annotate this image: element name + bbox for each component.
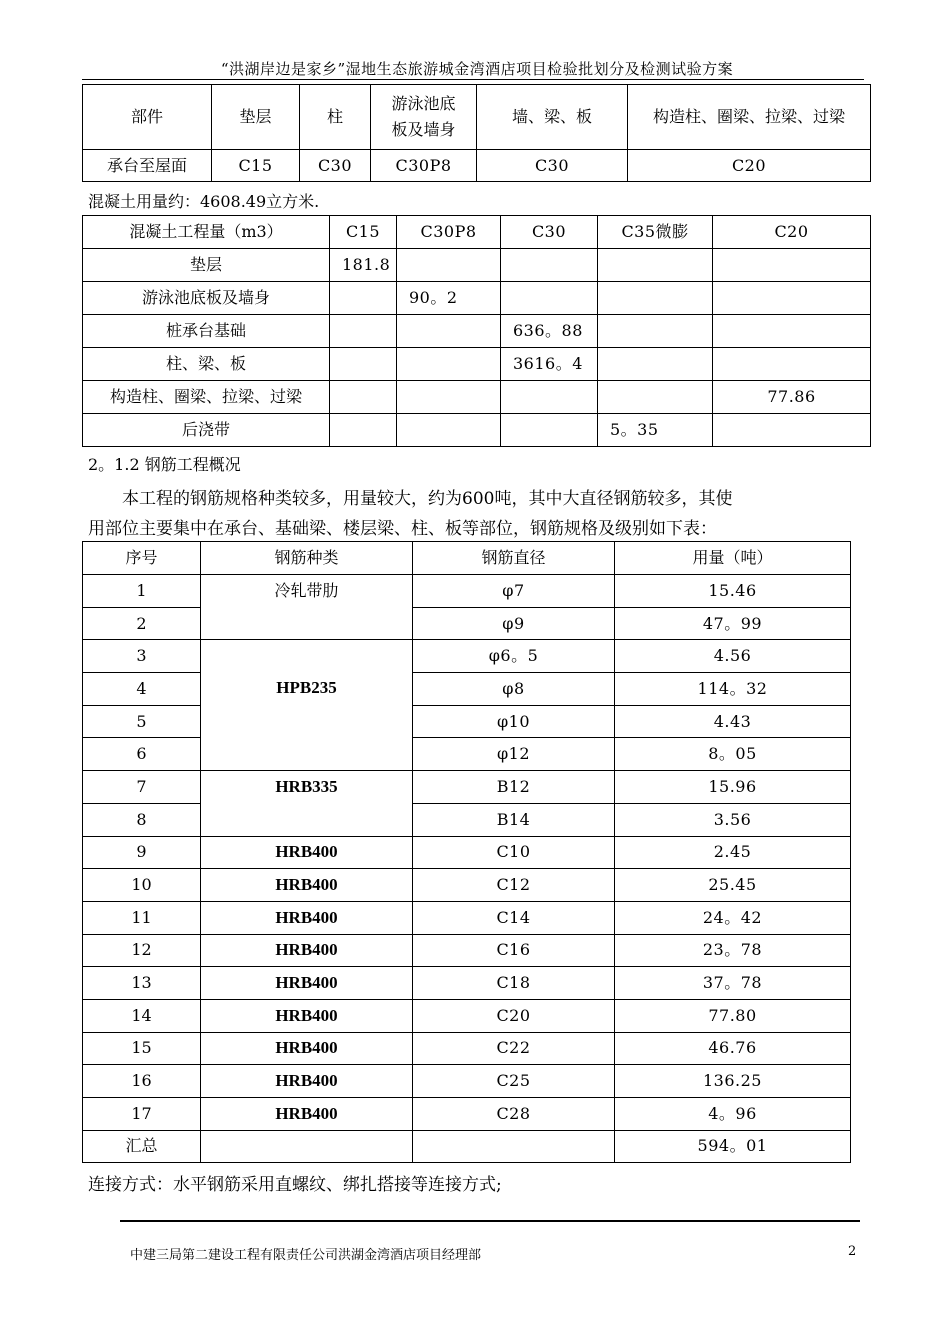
rebar-seq-cell: 7: [83, 771, 201, 804]
rebar-seq-cell: 1: [83, 575, 201, 608]
volume-row-label: 桩承台基础: [83, 315, 330, 348]
rebar-row: [83, 1065, 851, 1098]
rebar-quantity-cell: 25.45: [615, 869, 851, 902]
rebar-row: [83, 934, 851, 967]
rebar-quantity-cell: 15.46: [615, 575, 851, 608]
rebar-header-diameter: 钢筋直径: [413, 542, 615, 575]
volume-row: [83, 282, 871, 315]
volume-header: 混凝土工程量（m3）: [83, 216, 330, 249]
rebar-row: [83, 738, 851, 771]
grade-header-pool: [371, 85, 477, 150]
volume-cell: [330, 315, 397, 348]
volume-row-label: 后浇带: [83, 414, 330, 447]
rebar-total-label: 汇总: [83, 1130, 201, 1162]
rebar-row: [83, 1032, 851, 1065]
footer-organization: 中建三局第二建设工程有限责任公司洪湖金湾酒店项目经理部: [130, 1248, 482, 1263]
rebar-seq-cell: 5: [83, 705, 201, 738]
grade-header-wall: 墙、梁、板: [477, 85, 628, 150]
volume-row-label: 柱、梁、板: [83, 348, 330, 381]
rebar-seq-cell: 11: [83, 901, 201, 934]
page-number: 2: [848, 1244, 857, 1259]
rebar-type-cell: HRB400: [201, 901, 413, 934]
volume-cell: [713, 282, 871, 315]
volume-cell: [598, 381, 713, 414]
rebar-quantity-cell: 4.43: [615, 705, 851, 738]
volume-cell: [598, 249, 713, 282]
rebar-row: [83, 869, 851, 902]
rebar-quantity-cell: 24。42: [615, 901, 851, 934]
grade-cell: C30: [477, 150, 628, 182]
rebar-quantity-cell: 114。32: [615, 673, 851, 706]
grade-header-cushion: 垫层: [212, 85, 300, 150]
grade-header-pool-line1: 游泳池底: [391, 94, 456, 113]
volume-cell: 77.86: [713, 381, 871, 414]
rebar-row: [83, 705, 851, 738]
grade-cell: C30P8: [371, 150, 477, 182]
volume-cell: [397, 249, 501, 282]
rebar-row: [83, 575, 851, 608]
rebar-row: [83, 1098, 851, 1131]
paragraph-line-2: 用部位主要集中在承台、基础梁、楼层梁、柱、板等部位，钢筋规格及级别如下表：: [88, 519, 717, 539]
footer-divider: [120, 1220, 860, 1222]
volume-cell: [598, 282, 713, 315]
rebar-diameter-cell: C22: [413, 1032, 615, 1065]
volume-cell: [713, 249, 871, 282]
rebar-diameter-cell: C25: [413, 1065, 615, 1098]
volume-row: [83, 381, 871, 414]
rebar-type-cell: HRB400: [201, 1032, 413, 1065]
volume-row: [83, 249, 871, 282]
volume-cell: [330, 414, 397, 447]
rebar-seq-cell: 13: [83, 967, 201, 1000]
rebar-quantity-cell: 47。99: [615, 607, 851, 640]
rebar-quantity-cell: 136.25: [615, 1065, 851, 1098]
rebar-type-cell: HRB400: [201, 934, 413, 967]
rebar-diameter-cell: φ6。5: [413, 640, 615, 673]
volume-row-label: 垫层: [83, 249, 330, 282]
volume-cell: [713, 414, 871, 447]
volume-cell: 181.8: [330, 249, 397, 282]
rebar-total-empty: [413, 1130, 615, 1162]
rebar-seq-cell: 6: [83, 738, 201, 771]
rebar-row: [83, 967, 851, 1000]
concrete-grade-table: [82, 84, 871, 182]
rebar-diameter-cell: C12: [413, 869, 615, 902]
rebar-quantity-cell: 46.76: [615, 1032, 851, 1065]
rebar-seq-cell: 4: [83, 673, 201, 706]
rebar-diameter-cell: C28: [413, 1098, 615, 1131]
volume-row: [83, 414, 871, 447]
rebar-seq-cell: 2: [83, 607, 201, 640]
rebar-diameter-cell: B14: [413, 803, 615, 836]
volume-cell: [598, 315, 713, 348]
rebar-seq-cell: 3: [83, 640, 201, 673]
rebar-diameter-cell: φ10: [413, 705, 615, 738]
rebar-row: [83, 803, 851, 836]
rebar-diameter-cell: C10: [413, 836, 615, 869]
volume-cell: [397, 315, 501, 348]
volume-row: [83, 348, 871, 381]
rebar-diameter-cell: C16: [413, 934, 615, 967]
volume-cell: [501, 282, 598, 315]
concrete-volume-table: [82, 215, 871, 447]
rebar-type-cell: HRB400: [201, 967, 413, 1000]
rebar-row: [83, 901, 851, 934]
rebar-row: [83, 999, 851, 1032]
rebar-seq-cell: 12: [83, 934, 201, 967]
volume-cell: [713, 348, 871, 381]
paragraph-line-1: 本工程的钢筋规格种类较多，用量较大，约为600吨，其中大直径钢筋较多，其使: [122, 489, 733, 509]
rebar-seq-cell: 17: [83, 1098, 201, 1131]
rebar-total-empty: [201, 1130, 413, 1162]
rebar-quantity-cell: 3.56: [615, 803, 851, 836]
rebar-type-cell: HRB400: [201, 836, 413, 869]
volume-header: C30P8: [397, 216, 501, 249]
grade-row-label: 承台至屋面: [83, 150, 212, 182]
volume-header: C35微膨: [598, 216, 713, 249]
rebar-quantity-cell: 77.80: [615, 999, 851, 1032]
volume-header: C15: [330, 216, 397, 249]
volume-cell: [330, 348, 397, 381]
rebar-row: [83, 640, 851, 673]
grade-cell: C15: [212, 150, 300, 182]
rebar-quantity-cell: 4.56: [615, 640, 851, 673]
rebar-diameter-cell: φ8: [413, 673, 615, 706]
concrete-total-text: 混凝土用量约：4608.49立方米.: [88, 192, 320, 211]
rebar-quantity-cell: 4。96: [615, 1098, 851, 1131]
volume-cell: [330, 282, 397, 315]
grade-header-pool-line2: 板及墙身: [391, 120, 456, 139]
rebar-type-cell: 冷轧带肋: [201, 575, 413, 640]
volume-cell: [713, 315, 871, 348]
rebar-quantity-cell: 15.96: [615, 771, 851, 804]
volume-header: C30: [501, 216, 598, 249]
page-header-title: “洪湖岸边是家乡”湿地生态旅游城金湾酒店项目检验批划分及检测试验方案: [220, 60, 734, 78]
rebar-diameter-cell: C20: [413, 999, 615, 1032]
volume-row-label: 游泳池底板及墙身: [83, 282, 330, 315]
rebar-header-no: 序号: [83, 542, 201, 575]
rebar-seq-cell: 15: [83, 1032, 201, 1065]
rebar-quantity-cell: 8。05: [615, 738, 851, 771]
rebar-seq-cell: 10: [83, 869, 201, 902]
volume-cell: [501, 414, 598, 447]
volume-cell: [330, 381, 397, 414]
volume-cell: 636。88: [501, 315, 598, 348]
volume-row: [83, 315, 871, 348]
grade-header-structural: 构造柱、圈梁、拉梁、过梁: [628, 85, 871, 150]
volume-cell: [501, 381, 598, 414]
rebar-row: [83, 673, 851, 706]
rebar-total-value: 594。01: [615, 1130, 851, 1162]
volume-cell: [397, 348, 501, 381]
rebar-diameter-cell: C18: [413, 967, 615, 1000]
rebar-diameter-cell: φ7: [413, 575, 615, 608]
rebar-quantity-cell: 23。78: [615, 934, 851, 967]
rebar-seq-cell: 8: [83, 803, 201, 836]
volume-cell: [397, 414, 501, 447]
rebar-quantity-cell: 37。78: [615, 967, 851, 1000]
rebar-diameter-cell: φ12: [413, 738, 615, 771]
rebar-spec-table: [82, 541, 851, 1163]
rebar-seq-cell: 16: [83, 1065, 201, 1098]
rebar-type-cell: HPB235: [201, 640, 413, 771]
rebar-row: [83, 607, 851, 640]
grade-cell: C20: [628, 150, 871, 182]
volume-cell: [397, 381, 501, 414]
header-divider: [82, 79, 864, 80]
rebar-type-cell: HRB335: [201, 771, 413, 836]
volume-cell: [598, 348, 713, 381]
volume-cell: 3616。4: [501, 348, 598, 381]
rebar-type-cell: HRB400: [201, 869, 413, 902]
rebar-diameter-cell: B12: [413, 771, 615, 804]
connection-note: 连接方式：水平钢筋采用直螺纹、绑扎搭接等连接方式;: [88, 1175, 502, 1195]
volume-cell: [501, 249, 598, 282]
rebar-seq-cell: 14: [83, 999, 201, 1032]
rebar-type-cell: HRB400: [201, 1065, 413, 1098]
rebar-row: [83, 771, 851, 804]
rebar-header-quantity: 用量（吨）: [615, 542, 851, 575]
volume-cell: 5。35: [598, 414, 713, 447]
grade-cell: C30: [300, 150, 371, 182]
rebar-quantity-cell: 2.45: [615, 836, 851, 869]
rebar-type-cell: HRB400: [201, 1098, 413, 1131]
grade-header-part: 部件: [83, 85, 212, 150]
rebar-diameter-cell: C14: [413, 901, 615, 934]
rebar-seq-cell: 9: [83, 836, 201, 869]
volume-cell: 90。2: [397, 282, 501, 315]
section-heading: 2。1.2 钢筋工程概况: [88, 455, 241, 474]
rebar-header-type: 钢筋种类: [201, 542, 413, 575]
volume-row-label: 构造柱、圈梁、拉梁、过梁: [83, 381, 330, 414]
volume-header: C20: [713, 216, 871, 249]
grade-header-column: 柱: [300, 85, 371, 150]
rebar-diameter-cell: φ9: [413, 607, 615, 640]
rebar-row: [83, 836, 851, 869]
rebar-type-cell: HRB400: [201, 999, 413, 1032]
